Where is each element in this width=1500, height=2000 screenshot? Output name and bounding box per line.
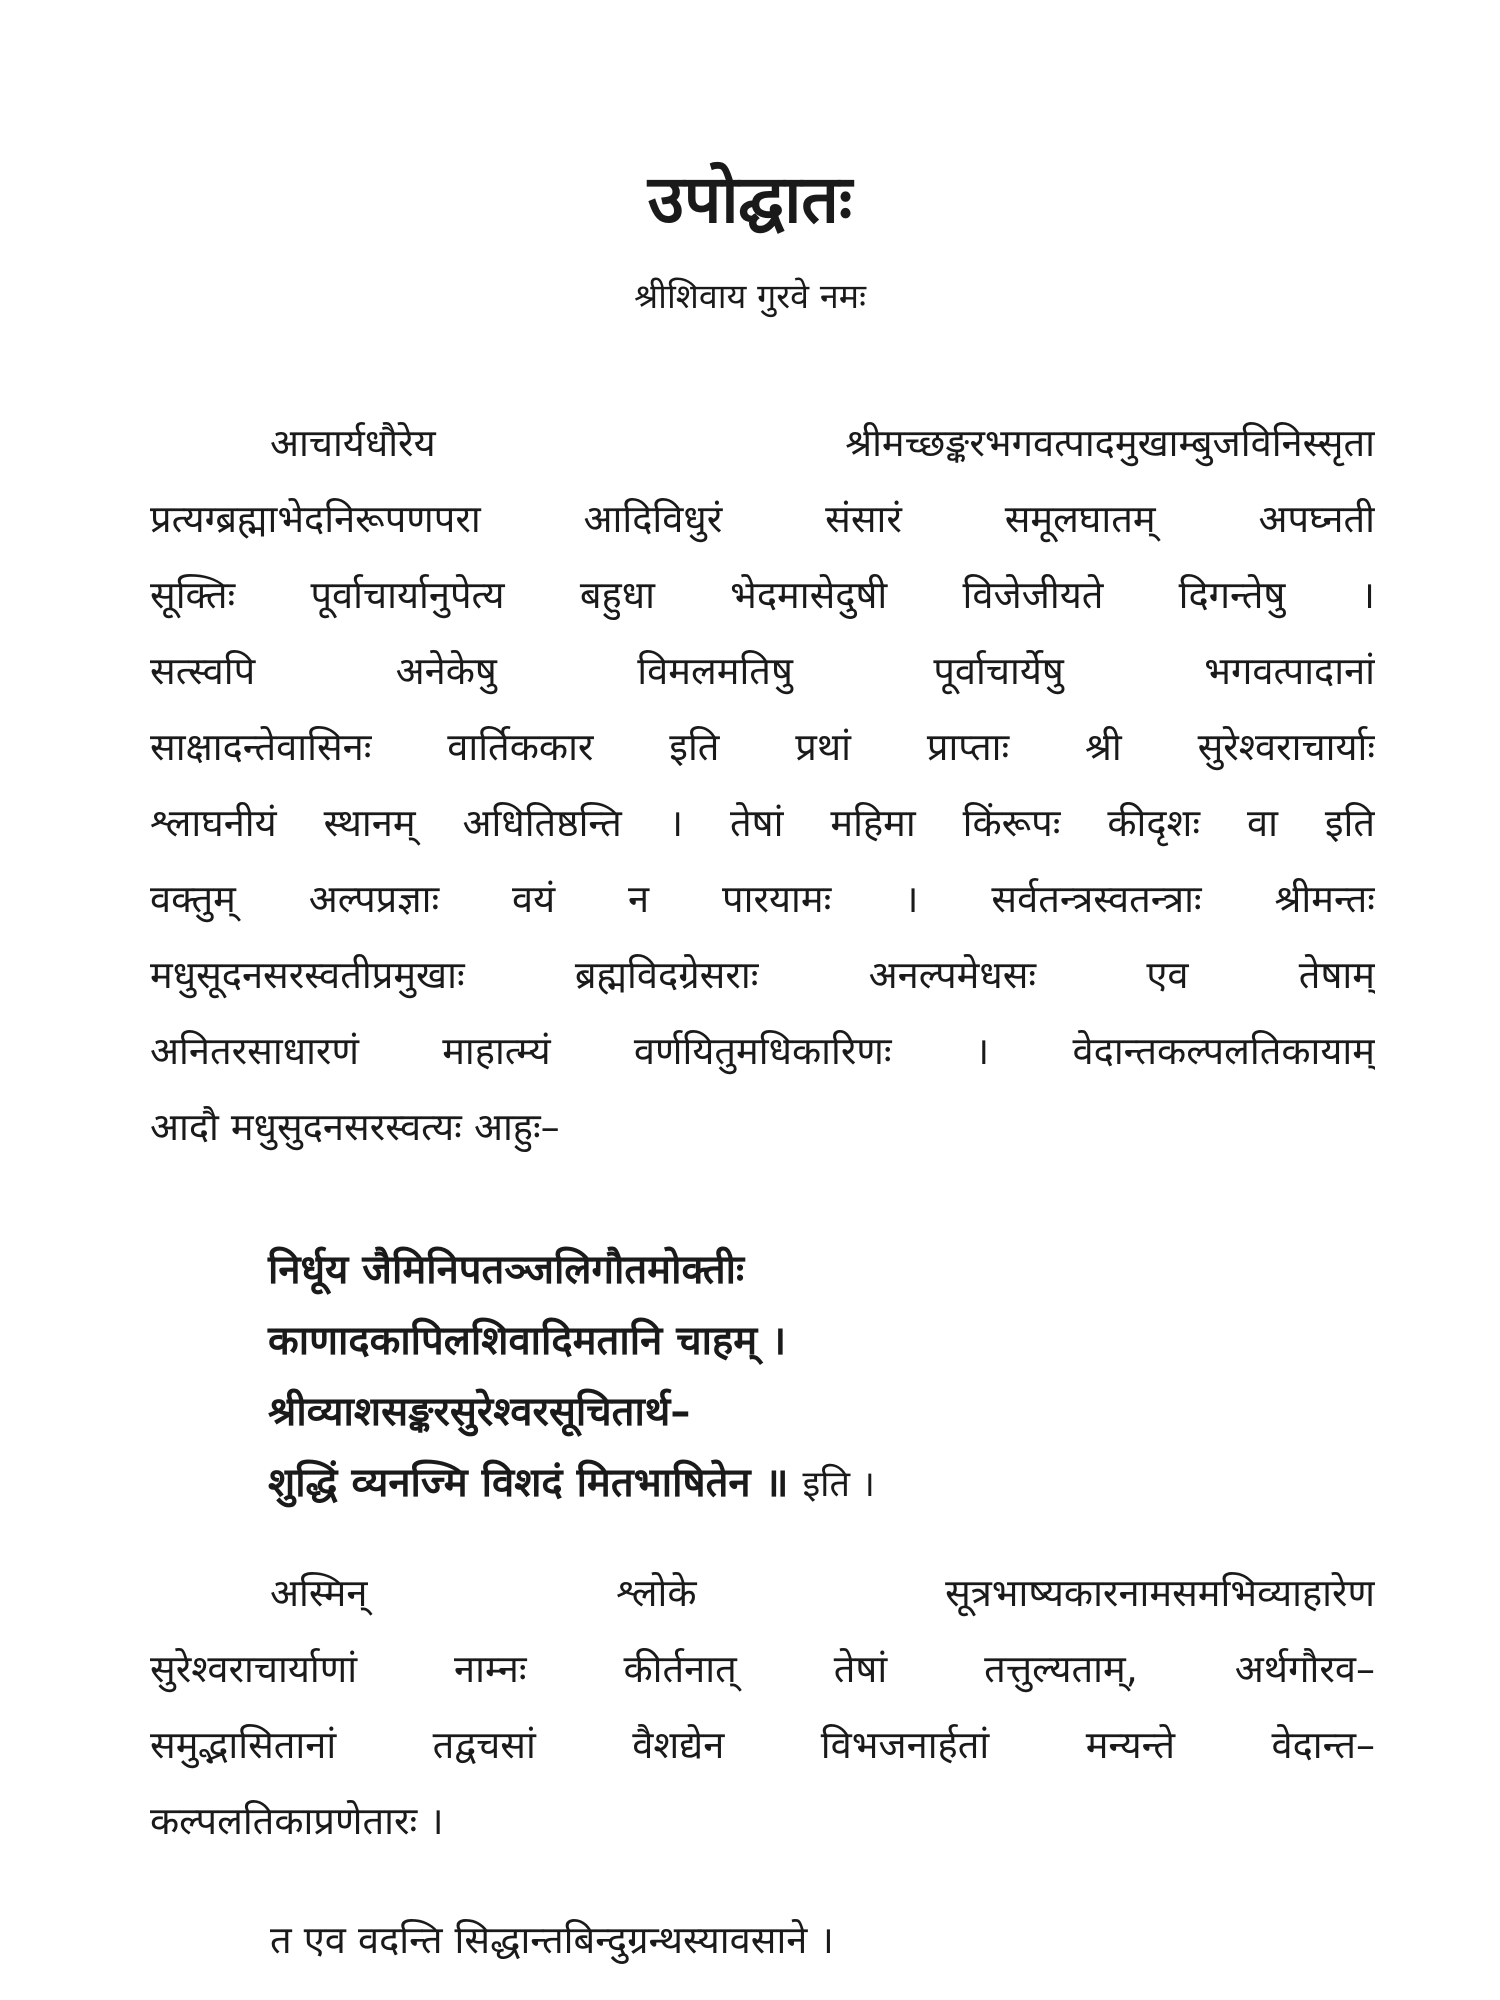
text-line: त एव वदन्ति सिद्धान्तबिन्दुग्रन्थस्यावसाने । bbox=[270, 1918, 834, 1962]
paragraph-2 bbox=[150, 1555, 1375, 1859]
verse-line: निर्धूय जैमिनिपतञ्जलिगौतमोक्तीः bbox=[268, 1247, 745, 1293]
text-line: आचार्यधौरेय श्रीमच्छङ्करभगवत्पादमुखाम्बुजविनिस्सृता bbox=[270, 421, 1375, 465]
text-line: साक्षादन्तेवासिनः वार्तिककार इति प्रथां प्राप्ताः श्री सुरेश्वराचार्याः bbox=[150, 725, 1375, 769]
verse-text: शुद्धिं व्यनज्मि विशदं मितभाषितेन ॥ bbox=[268, 1460, 789, 1506]
verse-line: श्रीव्याशसङ्करसुरेश्वरसूचितार्थ– bbox=[268, 1389, 691, 1435]
text-line: अनितरसाधारणं माहात्म्यं वर्णयितुमधिकारिणः । वेदान्तकल्पलतिकायाम् bbox=[150, 1029, 1375, 1073]
invocation-line: श्रीशिवाय गुरवे नमः bbox=[634, 277, 866, 317]
text-line: मधुसूदनसरस्वतीप्रमुखाः ब्रह्मविदग्रेसराः अनल्पमेधसः एव तेषाम् bbox=[150, 953, 1375, 997]
verse-line-last bbox=[268, 1448, 1318, 1519]
text-line: वक्तुम् अल्पप्रज्ञाः वयं न पारयामः । सर्वतन्त्रस्वतन्त्राः श्रीमन्तः bbox=[150, 877, 1375, 921]
text-line: आदौ मधुसुदनसरस्वत्यः आहुः– bbox=[150, 1105, 560, 1149]
text-line: अस्मिन् श्लोके सूत्रभाष्यकारनामसमभिव्याहारेण bbox=[270, 1571, 1375, 1615]
verse-block bbox=[268, 1235, 1318, 1519]
text-line: प्रत्यग्ब्रह्माभेदनिरूपणपरा आदिविधुरं संसारं समूलघातम् अपघ्नती bbox=[150, 497, 1375, 541]
text-line: समुद्भासितानां तद्वचसां वैशद्येन विभजनार्हतां मन्यन्ते वेदान्त– bbox=[150, 1723, 1375, 1767]
verse-line: काणादकापिलशिवादिमतानि चाहम् । bbox=[268, 1318, 787, 1364]
paragraph-1 bbox=[150, 405, 1375, 1165]
page-title: उपोद्घातः bbox=[647, 161, 853, 238]
text-line: श्लाघनीयं स्थानम् अधितिष्ठन्ति । तेषां महिमा किंरूपः कीदृशः वा इति bbox=[150, 801, 1375, 845]
text-line: सुरेश्वराचार्याणां नाम्नः कीर्तनात् तेषां तत्तुल्यताम्, अर्थगौरव– bbox=[150, 1647, 1375, 1691]
text-line: सत्स्वपि अनेकेषु विमलमतिषु पूर्वाचार्येषु भगवत्पादानां bbox=[150, 649, 1375, 693]
verse-tail: इति । bbox=[802, 1464, 876, 1505]
text-line: सूक्तिः पूर्वाचार्यानुपेत्य बहुधा भेदमासेदुषी विजेजीयते दिगन्तेषु । bbox=[150, 573, 1375, 617]
paragraph-3 bbox=[150, 1902, 1375, 1978]
text-line: कल्पलतिकाप्रणेतारः । bbox=[150, 1799, 444, 1843]
